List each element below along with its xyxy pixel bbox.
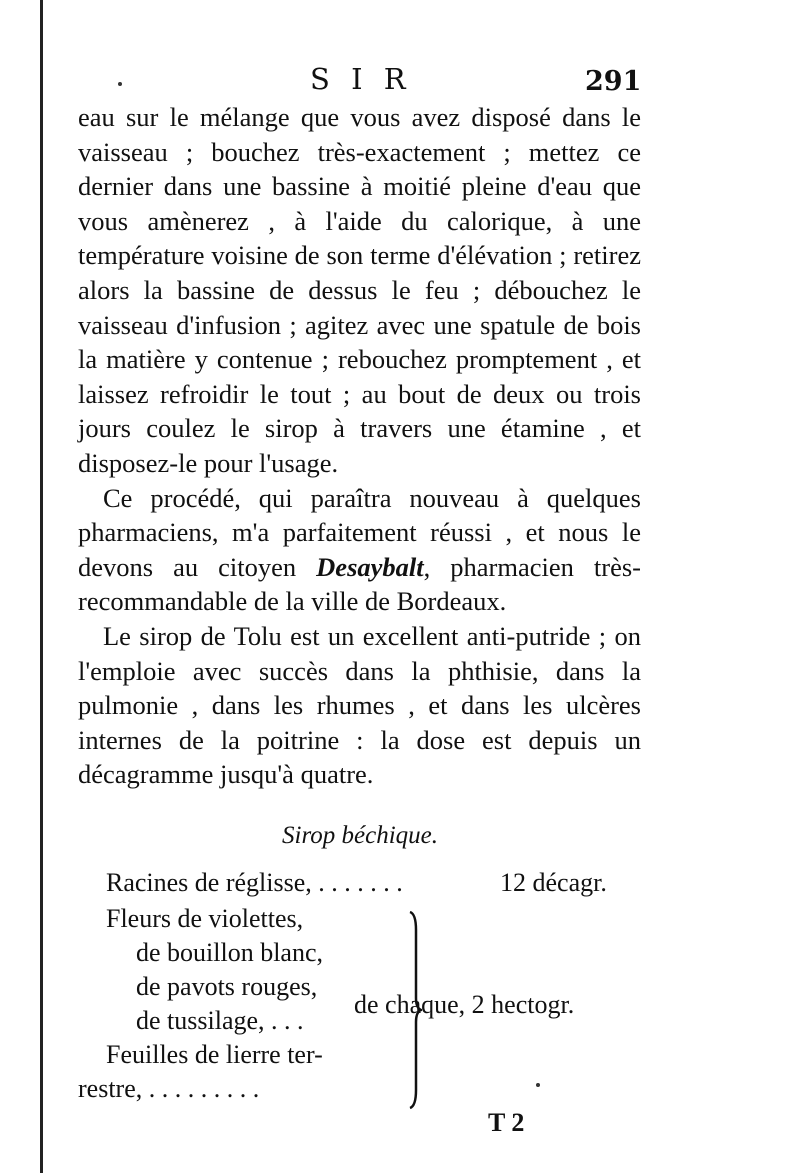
running-head: S I R [310, 62, 412, 96]
paragraph-2-before: Ce procédé, qui paraîtra nouveau à quelques pharmaciens, m'a parfaitement réussi , et nous le devons au citoyen [78, 482, 641, 582]
ingredient-line: Feuilles de lierre ter- [106, 1040, 323, 1069]
ingredient-line: Fleurs de violettes, [106, 904, 304, 933]
ingredient-line: restre, . . . . . . . . . [78, 1074, 260, 1103]
body-text [78, 100, 641, 792]
paragraph-1: eau sur le mélange que vous avez disposé dans le vaisseau ; bouchez très-exactement ; mettez ce dernier dans une bassine à moitié pleine d'eau que vous amènerez , à l'aide du calorique, à une température voisine de son terme d'élévation ; retirez alors la bassine de dessus le feu ; débouchez le vaisseau d'infusion ; agitez avec une spatule de bois la matière y contenue ; rebouchez promptement , et laissez refroidir le tout ; au bout de deux ou trois jours coulez le sirop à travers une étamine , et disposez-le pour l'usage. [78, 102, 641, 478]
ingredient-line: de bouillon blanc, [136, 938, 324, 967]
signature-mark: T 2 [488, 1108, 525, 1137]
ingredient-line: de pavots rouges, [136, 972, 318, 1001]
paragraph-2-after: , pharmacien très-recommandable de la ville de Bordeaux. [78, 551, 641, 617]
ingredient-licorice: Racines de réglisse, . . . . . . . [106, 868, 403, 897]
print-speck [118, 82, 122, 86]
ingredient-line: de tussilage, . . . [136, 1006, 304, 1035]
paragraph-2 [78, 481, 641, 619]
page-number: 291 [585, 66, 642, 97]
recipe-title: Sirop béchique. [282, 822, 438, 849]
paragraph-3: Le sirop de Tolu est un excellent anti-putride ; on l'emploie avec succès dans la phthisie, dans la pulmonie , dans les rhumes , et dans les ulcères internes de la poitrine : la dose est depuis un décagramme jusqu'à quatre. [78, 620, 641, 790]
page-edge-rule [40, 0, 43, 1173]
print-speck [536, 1083, 540, 1087]
person-name: Desaybalt [316, 551, 424, 582]
quantity-grouped: de chaque, 2 hectogr. [354, 990, 575, 1019]
quantity-licorice: 12 décagr. [500, 868, 607, 897]
